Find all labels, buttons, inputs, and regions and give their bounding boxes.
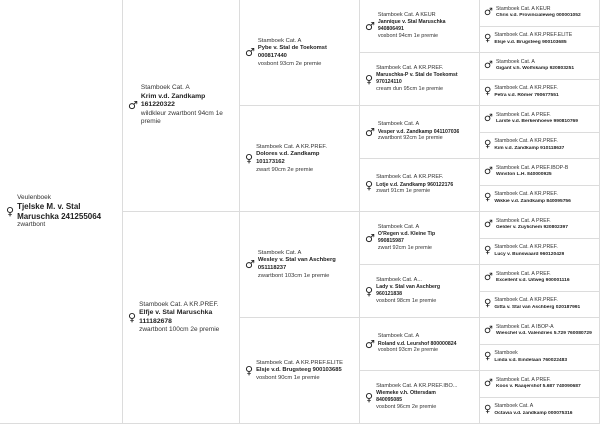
dam-info: zwartbont 100cm 2e premie bbox=[139, 326, 220, 333]
great-grandparent-studbook: Stamboek Cat. A... bbox=[376, 276, 422, 283]
grandparent-studbook: Stamboek Cat. A bbox=[257, 250, 302, 256]
female-icon: ♀ bbox=[484, 86, 492, 98]
ancestor-studbook: Stamboek Cat. A PREF. bbox=[495, 270, 551, 277]
ancestor-studbook: Stamboek Cat. A KR.PREF.ELITE bbox=[494, 32, 573, 39]
ancestor-name[interactable]: Wikkie v.d. Zandkamp 840095756 bbox=[494, 198, 571, 204]
subject-cell[interactable] bbox=[0, 0, 123, 424]
ancestor-cell[interactable] bbox=[480, 265, 600, 292]
ancestor-cell[interactable] bbox=[480, 239, 600, 266]
great-grandparent-info: zwart 91cm 1e premie bbox=[376, 188, 431, 195]
ancestor-name[interactable]: Gigant v.h. Wolfskamp 920803251 bbox=[495, 66, 575, 72]
subject-studbook: Veulenboek bbox=[17, 193, 52, 201]
ancestor-cell[interactable] bbox=[480, 345, 600, 372]
dam-cell[interactable] bbox=[123, 212, 240, 424]
great-grandparent-studbook: Stamboek Cat. A KR.PREF.IBO... bbox=[376, 382, 458, 389]
ancestor-cell[interactable] bbox=[480, 27, 600, 54]
ancestor-cell[interactable] bbox=[480, 398, 600, 424]
female-icon: ♀ bbox=[484, 192, 492, 204]
female-icon: ♀ bbox=[365, 390, 374, 404]
great-grandparent-number: 970124110 bbox=[376, 79, 402, 85]
ancestor-studbook: Stamboek Cat. A bbox=[495, 58, 535, 65]
ancestor-cell[interactable] bbox=[480, 212, 600, 239]
great-grandparent-number: 990815987 bbox=[377, 238, 404, 244]
grandparent-number: 101173162 bbox=[256, 158, 285, 165]
male-icon: ♂ bbox=[484, 6, 493, 18]
ancestor-studbook: Stamboek Cat. A KEUR bbox=[495, 5, 551, 12]
ancestor-name[interactable]: Gitta v. Stal van Aschberg 020187991 bbox=[494, 304, 581, 310]
great-grandparent-info: vosbont 94cm 1e premie bbox=[377, 32, 439, 39]
grandparent-info: zwart 90cm 2e premie bbox=[256, 167, 314, 173]
male-icon: ♂ bbox=[245, 258, 255, 271]
female-icon: ♀ bbox=[484, 33, 492, 45]
male-icon: ♂ bbox=[365, 337, 375, 351]
great-grandparent-studbook: Stamboek Cat. A KR.PREF. bbox=[376, 64, 444, 71]
ancestor-studbook: Stamboek Cat. A PREF. bbox=[495, 376, 551, 383]
ancestor-studbook: Stamboek Cat. A PREF.IBOP-B bbox=[495, 164, 569, 171]
great-grandparent-name[interactable]: Lady v. Stal van Aschberg bbox=[376, 284, 441, 291]
male-icon: ♂ bbox=[128, 99, 138, 112]
ancestor-name[interactable]: Wieschel v.d. Valendries 5.729 760080729 bbox=[495, 331, 592, 337]
ancestor-name[interactable]: Petra v.d. Römer 790677551 bbox=[494, 92, 559, 98]
dam-name[interactable]: Elfje v. Stal Maruschka bbox=[139, 309, 213, 316]
sire-info: wildkleur zwartbont 94cm 1e premie bbox=[140, 109, 223, 126]
great-grandparent-cell[interactable] bbox=[360, 0, 480, 53]
ancestor-name[interactable]: Linda v.d. Eindelaan 760022483 bbox=[494, 357, 568, 363]
great-grandparent-cell[interactable] bbox=[360, 106, 480, 159]
ancestor-studbook: Stamboek Cat. A PREF. bbox=[495, 111, 551, 118]
ancestor-studbook: Stamboek Cat. A KR.PREF. bbox=[494, 244, 558, 251]
grandparent-studbook: Stamboek Cat. A KR.PREF.ELITE bbox=[256, 359, 344, 366]
male-icon: ♂ bbox=[484, 112, 493, 124]
great-grandparent-cell[interactable] bbox=[360, 265, 480, 318]
great-grandparent-studbook: Stamboek Cat. A bbox=[377, 121, 420, 128]
ancestor-cell[interactable] bbox=[480, 159, 600, 186]
grandparent-number: 051118237 bbox=[257, 264, 287, 271]
great-grandparent-name[interactable]: Wiemeke v.h. Ottersdam bbox=[376, 390, 436, 397]
grandparent-cell[interactable] bbox=[240, 212, 360, 318]
grandparent-info: vosbont 90cm 1e premie bbox=[256, 375, 320, 382]
great-grandparent-number: 840095085 bbox=[376, 397, 403, 403]
ancestor-cell[interactable] bbox=[480, 133, 600, 160]
great-grandparent-number: 940806491 bbox=[377, 26, 404, 32]
sire-name[interactable]: Krim v.d. Zandkamp bbox=[140, 92, 206, 100]
male-icon: ♂ bbox=[484, 59, 493, 71]
male-icon: ♂ bbox=[484, 218, 493, 230]
great-grandparent-info: vosbont 98cm 1e premie bbox=[376, 297, 437, 304]
ancestor-cell[interactable] bbox=[480, 53, 600, 80]
male-icon: ♂ bbox=[245, 46, 255, 59]
great-grandparent-studbook: Stamboek Cat. A bbox=[377, 333, 420, 340]
female-icon: ♀ bbox=[484, 404, 492, 416]
great-grandparent-cell[interactable] bbox=[360, 53, 480, 106]
grandparent-studbook: Stamboek Cat. A bbox=[257, 38, 302, 44]
female-icon: ♀ bbox=[484, 245, 492, 257]
great-grandparent-cell[interactable] bbox=[360, 212, 480, 265]
sire-number: 161220322 bbox=[140, 101, 175, 109]
female-icon: ♀ bbox=[245, 364, 254, 377]
female-icon: ♀ bbox=[6, 205, 15, 218]
grandparent-info: zwartbont 103cm 1e premie bbox=[257, 273, 330, 279]
ancestor-name[interactable]: Octavia v.d. zandkamp 000075316 bbox=[494, 410, 573, 416]
great-grandparent-name[interactable]: Jannique v. Stal Maruschka bbox=[377, 19, 446, 26]
ancestor-studbook: Stamboek Cat. A PREF. bbox=[495, 217, 551, 224]
grandparent-number: 000817440 bbox=[257, 52, 287, 59]
female-icon: ♀ bbox=[128, 311, 137, 324]
great-grandparent-studbook: Stamboek Cat. A KR.PREF. bbox=[376, 174, 444, 181]
grandparent-cell[interactable] bbox=[240, 0, 360, 106]
ancestor-cell[interactable] bbox=[480, 318, 600, 345]
ancestor-studbook: Stamboek Cat. A KR.PREF. bbox=[494, 138, 558, 145]
ancestor-name[interactable]: Winston L.H. 840000925 bbox=[495, 172, 552, 178]
male-icon: ♂ bbox=[484, 324, 493, 336]
great-grandparent-name[interactable]: Maruschka-P v. Stal de Toekomst bbox=[376, 72, 458, 79]
ancestor-name[interactable]: Excellent v.d. Uitweg 900001116 bbox=[495, 278, 570, 284]
ancestor-studbook: Stamboek Cat. A IBOP-A bbox=[495, 323, 554, 330]
great-grandparent-info: cream dun 95cm 1e premie bbox=[376, 85, 444, 92]
male-icon: ♂ bbox=[484, 165, 493, 177]
grandparent-name[interactable]: Dolores v.d. Zandkamp bbox=[256, 151, 320, 157]
female-icon: ♀ bbox=[245, 152, 254, 165]
dam-studbook: Stamboek Cat. A KR.PREF. bbox=[139, 300, 219, 308]
female-icon: ♀ bbox=[484, 139, 492, 151]
grandparent-name[interactable]: Elsje v.d. Brugsteeg 900103685 bbox=[256, 366, 342, 373]
grandparent-cell[interactable] bbox=[240, 106, 360, 212]
great-grandparent-name[interactable]: Vesper v.d. Zandkamp 041107036 bbox=[377, 128, 460, 135]
great-grandparent-info: vosbont 96cm 2e premie bbox=[376, 403, 437, 410]
great-grandparent-name[interactable]: Lotje v.d. Zandkamp 960122176 bbox=[376, 181, 454, 188]
great-grandparent-info: zwartbont 92cm 1e premie bbox=[377, 135, 443, 142]
great-grandparent-studbook: Stamboek Cat. A KEUR bbox=[377, 11, 436, 18]
male-icon: ♂ bbox=[484, 271, 493, 283]
grandparent-cell[interactable] bbox=[240, 318, 360, 424]
sire-studbook: Stamboek Cat. A bbox=[140, 84, 190, 92]
ancestor-studbook: Stamboek bbox=[494, 350, 518, 357]
female-icon: ♀ bbox=[365, 72, 374, 86]
great-grandparent-number: 960121838 bbox=[376, 291, 403, 297]
male-icon: ♂ bbox=[365, 125, 375, 139]
female-icon: ♀ bbox=[484, 298, 492, 310]
ancestor-name[interactable]: Elsje v.d. Brugsteeg 900103685 bbox=[494, 39, 567, 45]
ancestor-cell[interactable] bbox=[480, 186, 600, 213]
ancestor-cell[interactable] bbox=[480, 0, 600, 27]
male-icon: ♂ bbox=[484, 377, 493, 389]
ancestor-name[interactable]: Larste v.d. Berkenhoeve 990810769 bbox=[495, 119, 578, 125]
subject-name[interactable]: Tjelske M. v. Stal Maruschka 241255064 bbox=[17, 202, 102, 221]
great-grandparent-name[interactable]: O'Regen v.d. Kleine Tip bbox=[377, 231, 436, 238]
female-icon: ♀ bbox=[365, 284, 374, 298]
grandparent-studbook: Stamboek Cat. A KR.PREF. bbox=[256, 144, 327, 150]
grandparent-name[interactable]: Pybe v. Stal de Toekomst bbox=[257, 45, 327, 51]
grandparent-name[interactable]: Wesley v. Stal van Aschberg bbox=[257, 257, 336, 263]
ancestor-cell[interactable] bbox=[480, 106, 600, 133]
great-grandparent-cell[interactable] bbox=[360, 318, 480, 371]
great-grandparent-name[interactable]: Roland v.d. Leurshof 800000824 bbox=[377, 340, 457, 347]
grandparent-info: vosbont 93cm 2e premie bbox=[257, 61, 322, 67]
female-icon: ♀ bbox=[365, 178, 374, 192]
great-grandparent-info: zwart 92cm 1e premie bbox=[377, 244, 432, 251]
ancestor-cell[interactable] bbox=[480, 80, 600, 107]
ancestor-studbook: Stamboek Cat. A KR.PREF. bbox=[494, 85, 558, 92]
ancestor-name[interactable]: Lucy v. Bunswaard 960120429 bbox=[494, 251, 565, 257]
great-grandparent-cell[interactable] bbox=[360, 371, 480, 424]
male-icon: ♂ bbox=[365, 231, 375, 245]
great-grandparent-cell[interactable] bbox=[360, 159, 480, 212]
ancestor-name[interactable]: Chris v.d. Provincialeweg 000001052 bbox=[495, 13, 581, 19]
great-grandparent-studbook: Stamboek Cat. A bbox=[377, 223, 420, 230]
dam-number: 111182678 bbox=[139, 317, 172, 325]
great-grandparent-info: vosbont 93cm 2e premie bbox=[377, 347, 439, 354]
ancestor-cell[interactable] bbox=[480, 371, 600, 398]
male-icon: ♂ bbox=[365, 19, 375, 33]
ancestor-studbook: Stamboek Cat. A KR.PREF. bbox=[494, 191, 558, 198]
sire-cell[interactable] bbox=[123, 0, 240, 212]
ancestor-name[interactable]: Gelder v. Zuylichem 920802397 bbox=[495, 225, 568, 231]
ancestor-cell[interactable] bbox=[480, 292, 600, 319]
ancestor-name[interactable]: Koos v. Raaijershof 5.687 740090687 bbox=[495, 384, 581, 390]
female-icon: ♀ bbox=[484, 351, 492, 363]
subject-color: zwartbont bbox=[17, 221, 46, 228]
ancestor-name[interactable]: Kim v.d. Zandkamp 910118637 bbox=[494, 145, 565, 151]
ancestor-studbook: Stamboek Cat. A bbox=[494, 403, 534, 410]
ancestor-studbook: Stamboek Cat. A KR.PREF. bbox=[494, 297, 558, 304]
